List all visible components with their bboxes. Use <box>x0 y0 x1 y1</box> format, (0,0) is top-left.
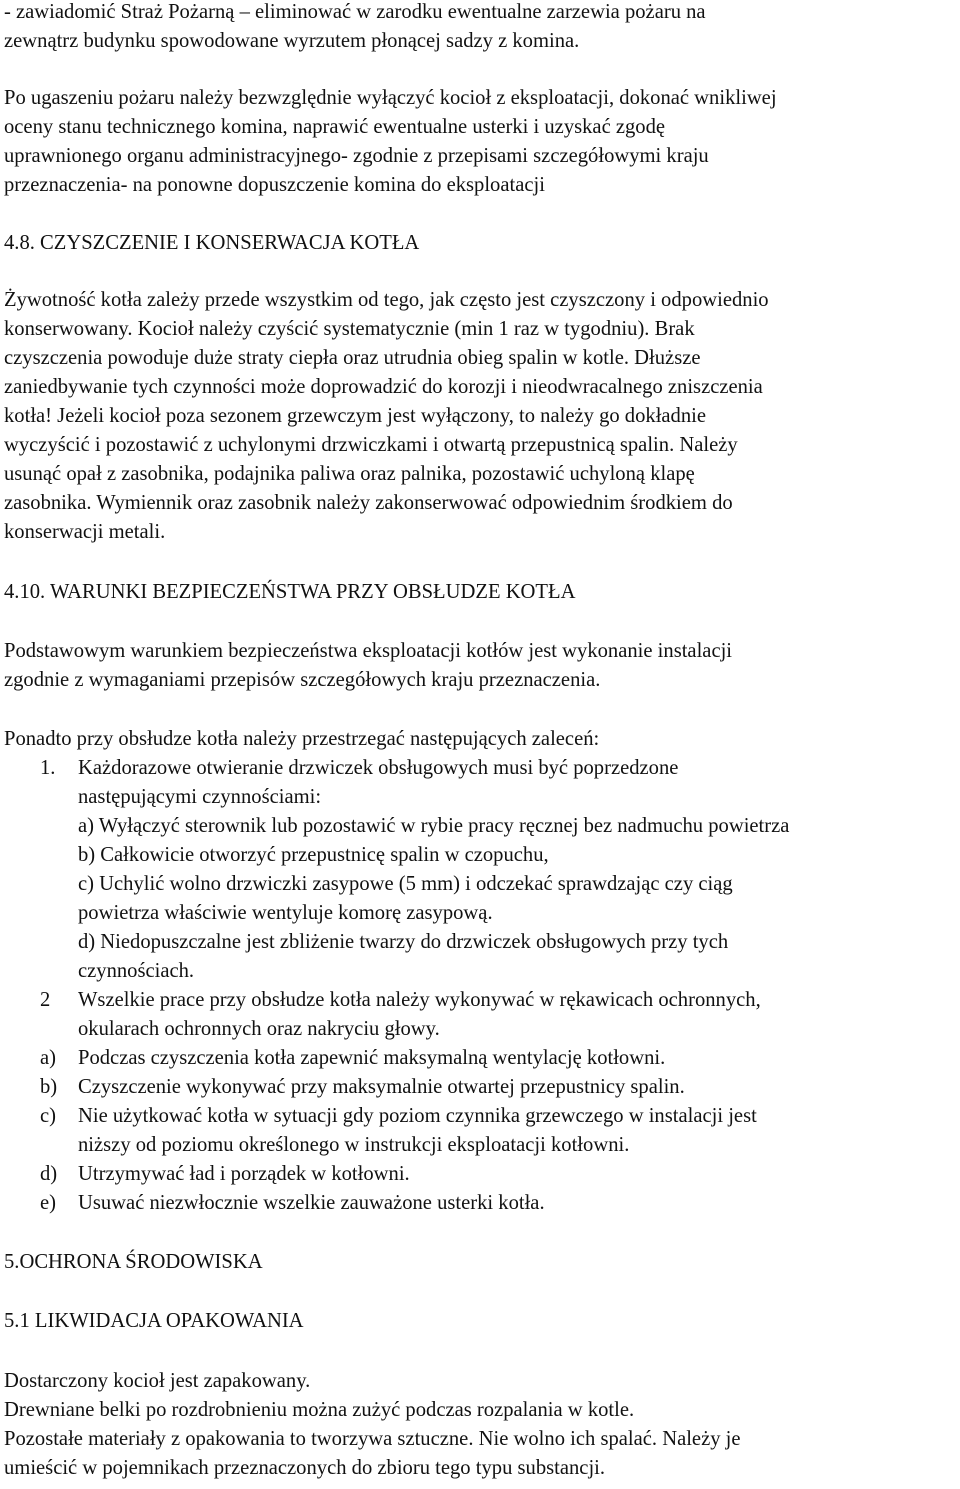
paragraph-line: uprawnionego organu administracyjnego- zgodnie z przepisami szczegółowymi kraju <box>4 145 709 167</box>
list-item-text: Podczas czyszczenia kotła zapewnić maksymalną wentylację kotłowni. <box>78 1047 666 1069</box>
list-item-text: następującymi czynnościami: <box>78 786 322 808</box>
paragraph-line: Podstawowym warunkiem bezpieczeństwa eksploatacji kotłów jest wykonanie instalacji <box>4 640 733 662</box>
list-number: 2 <box>40 989 51 1011</box>
list-item-text: Usuwać niezwłocznie wszelkie zauważone usterki kotła. <box>78 1192 545 1214</box>
list-item-text: okularach ochronnych oraz nakryciu głowy. <box>78 1018 440 1040</box>
paragraph-line: zewnątrz budynku spowodowane wyrzutem płonącej sadzy z komina. <box>4 30 580 52</box>
paragraph-line: Żywotność kotła zależy przede wszystkim od tego, jak często jest czyszczony i odpowiednio <box>4 289 769 311</box>
sub-item-d: d) Niedopuszczalne jest zbliżenie twarzy do drzwiczek obsługowych przy tych <box>78 931 729 953</box>
list-item-text: Czyszczenie wykonywać przy maksymalnie otwartej przepustnicy spalin. <box>78 1076 685 1098</box>
list-item-text: Każdorazowe otwieranie drzwiczek obsługowych musi być poprzedzone <box>78 757 679 779</box>
list-marker: b) <box>40 1076 58 1098</box>
list-item-c <box>0 1104 960 1128</box>
paragraph-line: Pozostałe materiały z opakowania to tworzywa sztuczne. Nie wolno ich spalać. Należy je <box>4 1428 741 1450</box>
list-marker: a) <box>40 1047 56 1069</box>
paragraph-line: umieścić w pojemnikach przeznaczonych do zbioru tego typu substancji. <box>4 1457 606 1479</box>
paragraph-line: Dostarczony kocioł jest zapakowany. <box>4 1370 311 1392</box>
list-item-1 <box>0 756 960 780</box>
list-item-text: Utrzymywać ład i porządek w kotłowni. <box>78 1163 410 1185</box>
list-item-text: Wszelkie prace przy obsłudze kotła należy wykonywać w rękawicach ochronnych, <box>78 989 761 1011</box>
paragraph-line: wyczyścić i pozostawić z uchylonymi drzwiczkami i otwartą przepustnicą spalin. Należy <box>4 434 738 456</box>
list-marker: e) <box>40 1192 56 1214</box>
list-marker: d) <box>40 1163 58 1185</box>
paragraph-line: - zawiadomić Straż Pożarną – eliminować w zarodku ewentualne zarzewia pożaru na <box>4 1 706 23</box>
section-heading-4-10: 4.10. WARUNKI BEZPIECZEŃSTWA PRZY OBSŁUDZE KOTŁA <box>4 581 576 603</box>
list-item-text: Nie użytkować kotła w sytuacji gdy poziom czynnika grzewczego w instalacji jest <box>78 1105 757 1127</box>
paragraph-line: Drewniane belki po rozdrobnieniu można zużyć podczas rozpalania w kotle. <box>4 1399 635 1421</box>
paragraph-line: usunąć opał z zasobnika, podajnika paliwa oraz palnika, pozostawić uchyloną klapę <box>4 463 695 485</box>
sub-item-c: powietrza właściwie wentyluje komorę zasypową. <box>78 902 493 924</box>
list-marker: c) <box>40 1105 56 1127</box>
paragraph-line: konserwowany. Kocioł należy czyścić systematycznie (min 1 raz w tygodniu). Brak <box>4 318 695 340</box>
paragraph-line: oceny stanu technicznego komina, naprawić ewentualne usterki i uzyskać zgodę <box>4 116 666 138</box>
list-number: 1. <box>40 757 56 779</box>
paragraph-line: zgodnie z wymaganiami przepisów szczegółowych kraju przeznaczenia. <box>4 669 601 691</box>
paragraph-line: przeznaczenia- na ponowne dopuszczenie komina do eksploatacji <box>4 174 545 196</box>
list-item-2 <box>0 988 960 1012</box>
paragraph-line: Po ugaszeniu pożaru należy bezwzględnie wyłączyć kocioł z eksploatacji, dokonać wnikliwej <box>4 87 777 109</box>
paragraph-line: zaniedbywanie tych czynności może doprowadzić do korozji i nieodwracalnego zniszczenia <box>4 376 763 398</box>
list-item-a <box>0 1046 960 1070</box>
paragraph-line: zasobnika. Wymiennik oraz zasobnik należy zakonserwować odpowiednim środkiem do <box>4 492 733 514</box>
list-item-text: niższy od poziomu określonego w instrukcji eksploatacji kotłowni. <box>78 1134 630 1156</box>
list-intro: Ponadto przy obsłudze kotła należy przestrzegać następujących zaleceń: <box>4 728 600 750</box>
paragraph-line: czyszczenia powoduje duże straty ciepła oraz utrudnia obieg spalin w kotle. Dłuższe <box>4 347 701 369</box>
list-item-e <box>0 1191 960 1215</box>
section-heading-5: 5.OCHRONA ŚRODOWISKA <box>4 1251 263 1273</box>
list-item-d <box>0 1162 960 1186</box>
section-heading-5-1: 5.1 LIKWIDACJA OPAKOWANIA <box>4 1310 304 1332</box>
paragraph-line: konserwacji metali. <box>4 521 166 543</box>
sub-item-c: c) Uchylić wolno drzwiczki zasypowe (5 mm) i odczekać sprawdzając czy ciąg <box>78 873 733 895</box>
section-heading-4-8: 4.8. CZYSZCZENIE I KONSERWACJA KOTŁA <box>4 232 420 254</box>
sub-item-a: a) Wyłączyć sterownik lub pozostawić w rybie pracy ręcznej bez nadmuchu powietrza <box>78 815 790 837</box>
sub-item-d: czynnościach. <box>78 960 195 982</box>
sub-item-b: b) Całkowicie otworzyć przepustnicę spalin w czopuchu, <box>78 844 549 866</box>
list-item-b <box>0 1075 960 1099</box>
paragraph-line: kotła! Jeżeli kocioł poza sezonem grzewczym jest wyłączony, to należy go dokładnie <box>4 405 707 427</box>
